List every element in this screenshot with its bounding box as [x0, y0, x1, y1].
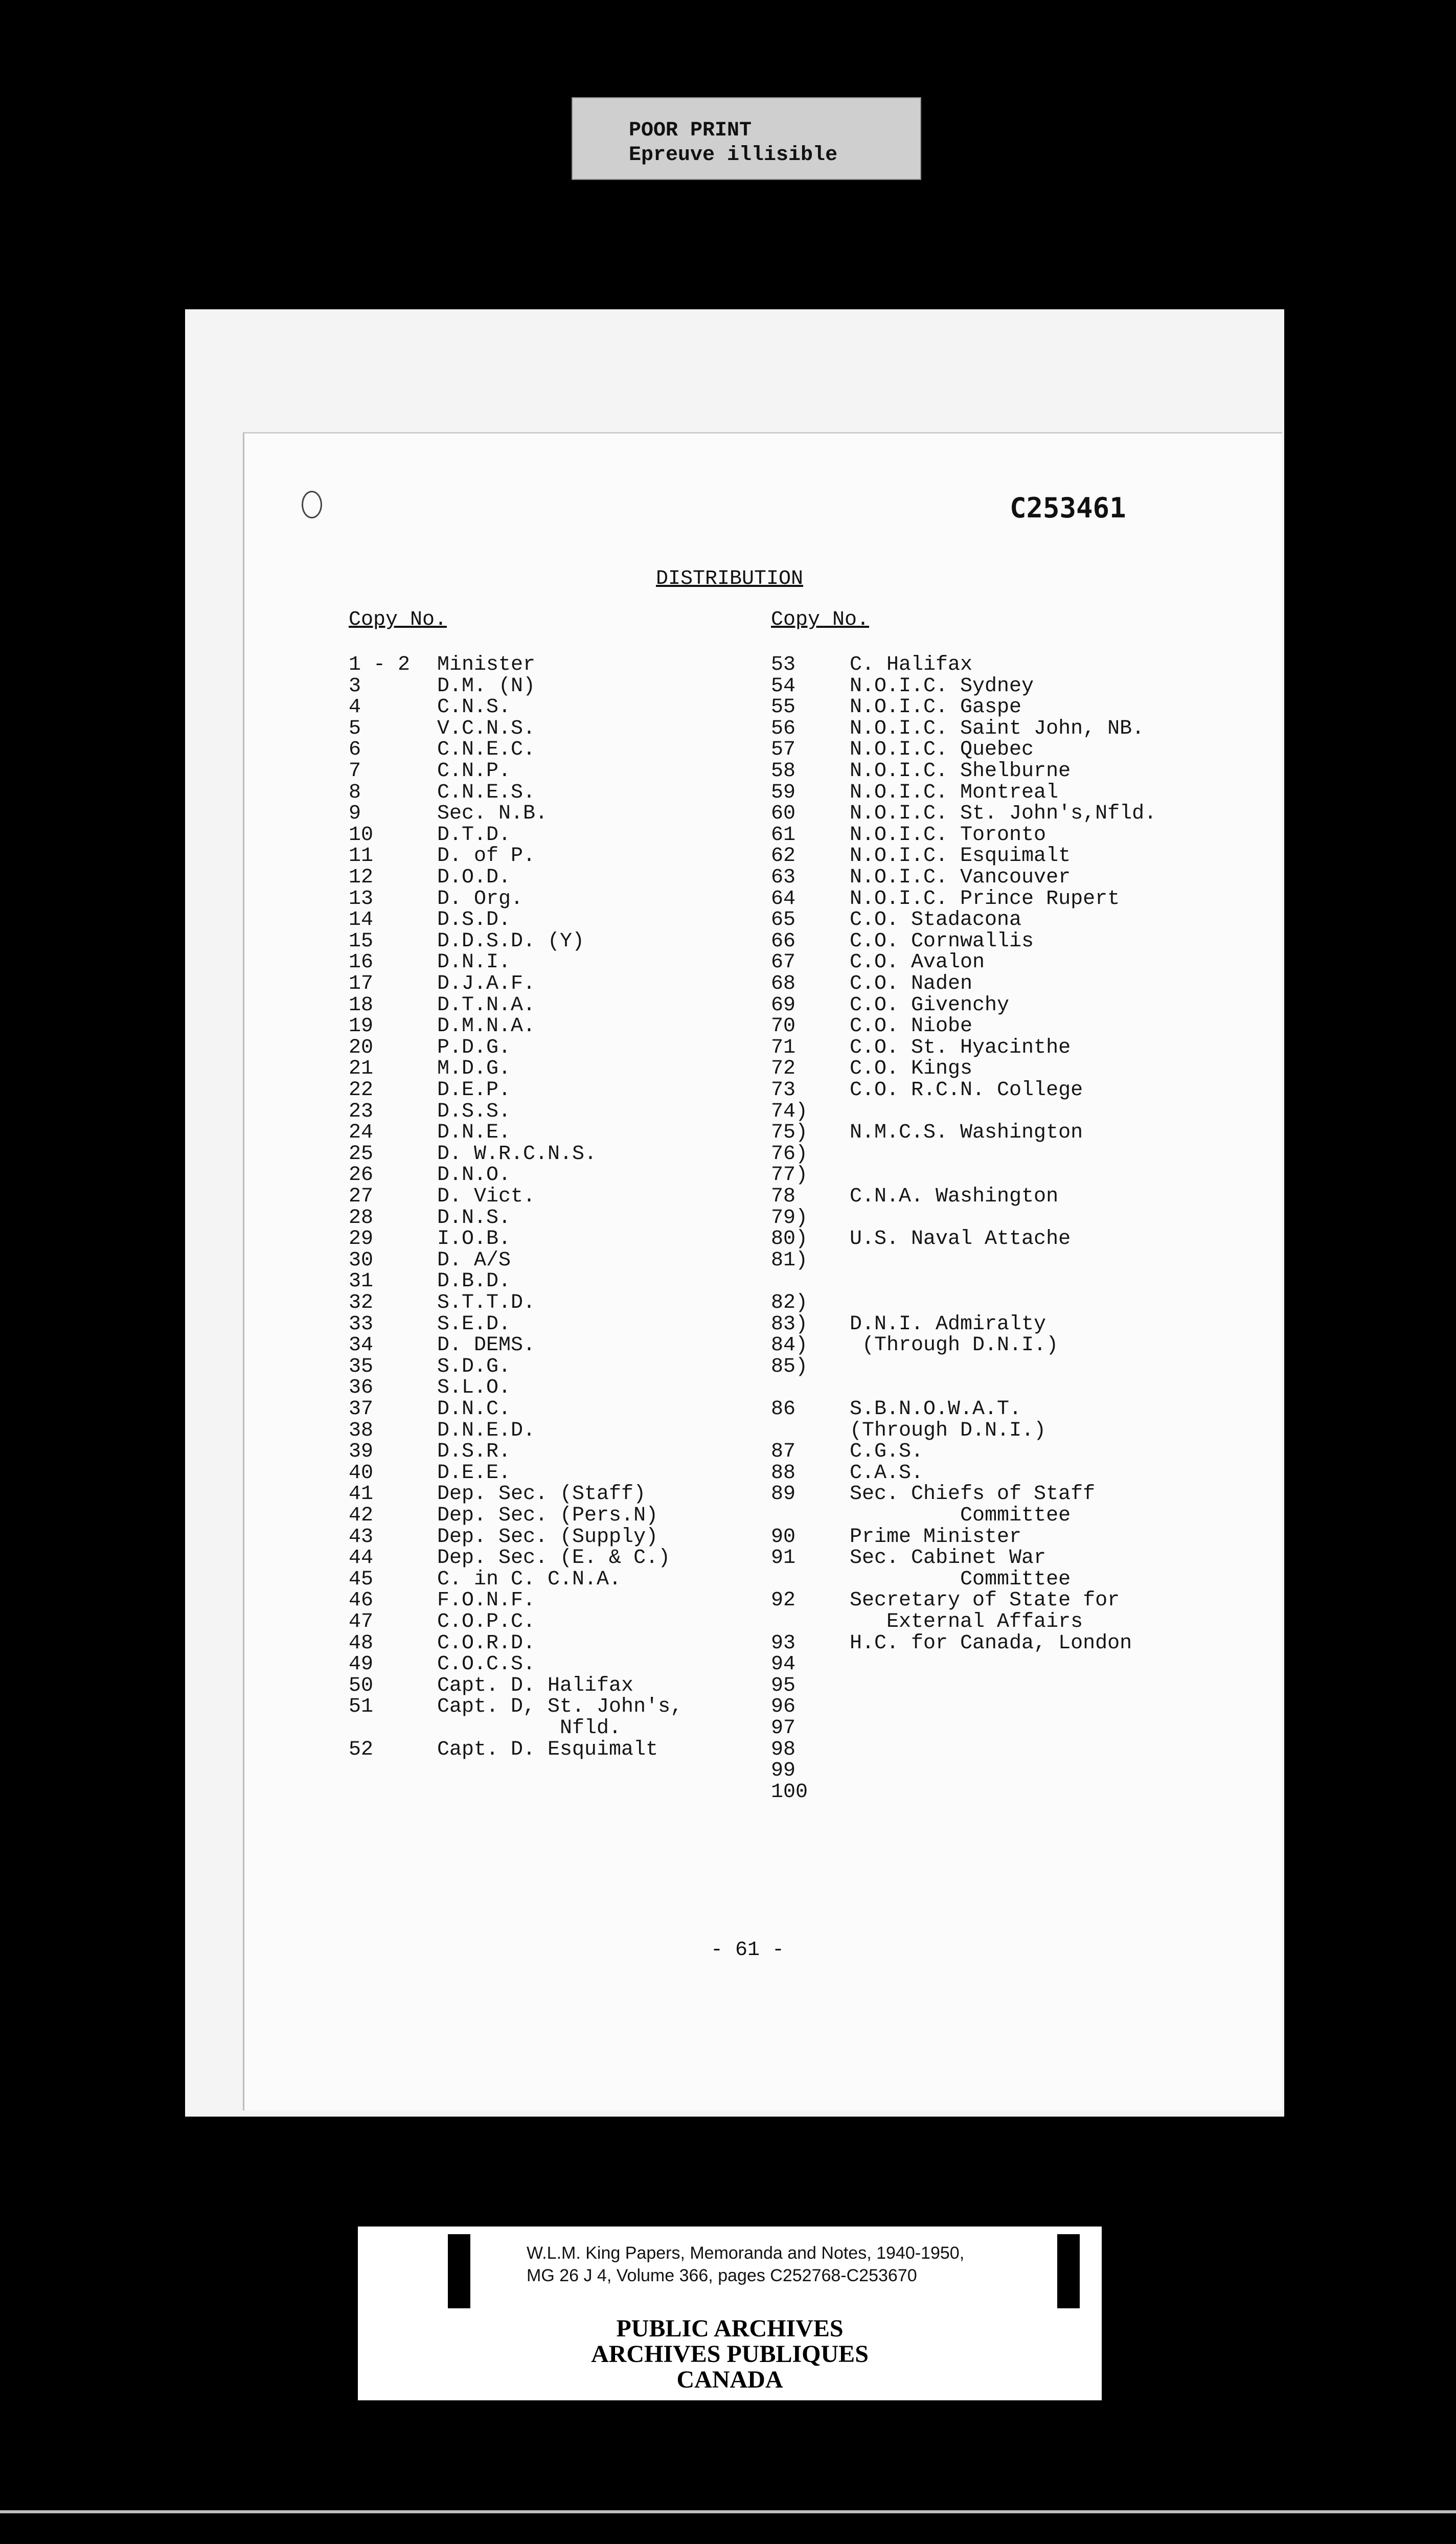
- recipient-name: M.D.G.: [437, 1057, 511, 1080]
- recipient-name: C. Halifax: [850, 653, 973, 676]
- recipient-name: C.G.S.: [850, 1440, 924, 1463]
- copy-number: 85): [771, 1355, 808, 1378]
- copy-number: 37: [349, 1398, 374, 1421]
- copy-number: 18: [349, 994, 374, 1017]
- page-number: - 61 -: [711, 1939, 785, 1962]
- copy-number: 83): [771, 1313, 808, 1336]
- archives-line-2: ARCHIVES PUBLIQUES: [591, 2341, 869, 2368]
- copy-number: 5: [349, 717, 361, 740]
- recipient-name: C.A.S.: [850, 1462, 924, 1485]
- recipient-name: S.B.N.O.W.A.T.: [850, 1398, 1022, 1421]
- copy-number: 66: [771, 930, 796, 953]
- copy-number: 16: [349, 951, 374, 974]
- recipient-name: D.N.E.: [437, 1121, 511, 1144]
- copy-number: 94: [771, 1653, 796, 1676]
- copy-number: 89: [771, 1483, 796, 1506]
- recipient-name: N.O.I.C. Vancouver: [850, 866, 1071, 889]
- copy-number: 13: [349, 888, 374, 911]
- copy-number: 38: [349, 1419, 374, 1442]
- recipient-name: S.D.G.: [437, 1355, 511, 1378]
- copy-number: 21: [349, 1057, 374, 1080]
- copy-number: 87: [771, 1440, 796, 1463]
- copy-number: 93: [771, 1632, 796, 1655]
- recipient-name: D. W.R.C.N.S.: [437, 1143, 597, 1166]
- recipient-name: N.O.I.C. Prince Rupert: [850, 888, 1120, 911]
- recipient-name: N.O.I.C. Gaspe: [850, 696, 1022, 719]
- copy-number: 61: [771, 824, 796, 847]
- copy-number: 72: [771, 1057, 796, 1080]
- copy-number: 56: [771, 717, 796, 740]
- recipient-name: C.O.C.S.: [437, 1653, 536, 1676]
- recipient-name: External Affairs: [850, 1610, 1083, 1633]
- copy-number: 35: [349, 1355, 374, 1378]
- copy-number: 96: [771, 1695, 796, 1718]
- copy-number: 74): [771, 1100, 808, 1123]
- copy-number: 80): [771, 1228, 808, 1251]
- recipient-name: Committee: [850, 1504, 1071, 1527]
- recipient-name: D.N.E.D.: [437, 1419, 536, 1442]
- recipient-name: N.O.I.C. Esquimalt: [850, 845, 1071, 868]
- recipient-name: N.O.I.C. Toronto: [850, 824, 1046, 847]
- recipient-name: D. Vict.: [437, 1185, 536, 1208]
- copy-number: 44: [349, 1547, 374, 1570]
- recipient-name: D.O.D.: [437, 866, 511, 889]
- copy-number: 98: [771, 1738, 796, 1761]
- copy-number: 28: [349, 1207, 374, 1230]
- recipient-name: C.N.A. Washington: [850, 1185, 1059, 1208]
- recipient-name: C.N.P.: [437, 760, 511, 783]
- copy-number: 82): [771, 1291, 808, 1314]
- recipient-name: C.O. Avalon: [850, 951, 985, 974]
- copy-number: 92: [771, 1589, 796, 1612]
- recipient-name: Minister: [437, 653, 536, 676]
- copy-number: 45: [349, 1568, 374, 1591]
- copy-number: 79): [771, 1207, 808, 1230]
- recipient-name: D.M.N.A.: [437, 1015, 536, 1038]
- copy-number: 12: [349, 866, 374, 889]
- copy-number: 68: [771, 972, 796, 995]
- copy-number: 29: [349, 1228, 374, 1251]
- copy-number: 9: [349, 802, 361, 825]
- copy-number: 46: [349, 1589, 374, 1612]
- copy-number: 70: [771, 1015, 796, 1038]
- recipient-name: D.N.I. Admiralty: [850, 1313, 1046, 1336]
- stamp-line-1: POOR PRINT: [629, 119, 752, 142]
- copy-number: 54: [771, 675, 796, 698]
- recipient-name: D.T.N.A.: [437, 994, 536, 1017]
- recipient-name: C.O. Kings: [850, 1057, 973, 1080]
- copy-number: 63: [771, 866, 796, 889]
- copy-number: 11: [349, 845, 374, 868]
- copy-number: 20: [349, 1036, 374, 1059]
- recipient-name: C.O. Naden: [850, 972, 973, 995]
- recipient-name: Dep. Sec. (E. & C.): [437, 1547, 671, 1570]
- copy-number: 75): [771, 1121, 808, 1144]
- copy-number: 57: [771, 738, 796, 761]
- recipient-name: C.O. Givenchy: [850, 994, 1010, 1017]
- copy-number: 41: [349, 1483, 374, 1506]
- recipient-name: C.O. St. Hyacinthe: [850, 1036, 1071, 1059]
- poor-print-stamp: [572, 97, 921, 180]
- recipient-name: N.O.I.C. Saint John, NB.: [850, 717, 1145, 740]
- copy-number: 64: [771, 888, 796, 911]
- recipient-name: Capt. D, St. John's,: [437, 1695, 683, 1718]
- recipient-name: Capt. D. Halifax: [437, 1674, 634, 1697]
- copy-number: 36: [349, 1376, 374, 1399]
- copy-number: 23: [349, 1100, 374, 1123]
- recipient-name: I.O.B.: [437, 1228, 511, 1251]
- copy-number: 67: [771, 951, 796, 974]
- copy-number: 55: [771, 696, 796, 719]
- recipient-name: C.O. Niobe: [850, 1015, 973, 1038]
- copy-number: 22: [349, 1079, 374, 1102]
- copy-number: 59: [771, 781, 796, 804]
- archives-name: [358, 2316, 1102, 2393]
- copy-number: 1 - 2: [349, 653, 411, 676]
- citation-line-2: MG 26 J 4, Volume 366, pages C252768-C253670: [527, 2266, 917, 2285]
- copy-number: 4: [349, 696, 361, 719]
- copy-number: 30: [349, 1249, 374, 1272]
- recipient-name: Secretary of State for: [850, 1589, 1120, 1612]
- copy-number: 7: [349, 760, 361, 783]
- recipient-name: C.O. R.C.N. College: [850, 1079, 1083, 1102]
- copy-number: 39: [349, 1440, 374, 1463]
- recipient-name: S.L.O.: [437, 1376, 511, 1399]
- copy-number: 58: [771, 760, 796, 783]
- copy-number: 49: [349, 1653, 374, 1676]
- copy-number: 84): [771, 1334, 808, 1357]
- copy-number: 88: [771, 1462, 796, 1485]
- archive-citation: [527, 2242, 964, 2287]
- recipient-name: N.O.I.C. St. John's,Nfld.: [850, 802, 1157, 825]
- copy-number: 43: [349, 1526, 374, 1549]
- copy-number: 19: [349, 1015, 374, 1038]
- copy-number: 8: [349, 781, 361, 804]
- recipient-name: N.O.I.C. Quebec: [850, 738, 1034, 761]
- archives-line-3: CANADA: [676, 2366, 783, 2393]
- recipient-name: Dep. Sec. (Pers.N): [437, 1504, 658, 1527]
- copy-number: 97: [771, 1717, 796, 1740]
- recipient-name: P.D.G.: [437, 1036, 511, 1059]
- recipient-name: C.N.E.C.: [437, 738, 536, 761]
- document-page: [243, 432, 1282, 2110]
- recipient-name: C.N.E.S.: [437, 781, 536, 804]
- recipient-name: C.O.R.D.: [437, 1632, 536, 1655]
- footer-bracket-right: [1057, 2234, 1080, 2308]
- recipient-name: N.O.I.C. Montreal: [850, 781, 1059, 804]
- archives-line-1: PUBLIC ARCHIVES: [616, 2315, 844, 2342]
- recipient-name: D.S.R.: [437, 1440, 511, 1463]
- recipient-name: N.O.I.C. Sydney: [850, 675, 1034, 698]
- copy-number: 14: [349, 908, 374, 932]
- copy-number: 99: [771, 1759, 796, 1782]
- copy-no-header-left: Copy No.: [349, 608, 447, 631]
- copy-number: 32: [349, 1291, 374, 1314]
- copy-number: 48: [349, 1632, 374, 1655]
- recipient-name: D.B.D.: [437, 1270, 511, 1293]
- copy-number: 51: [349, 1695, 374, 1718]
- recipient-name: D. of P.: [437, 845, 536, 868]
- copy-number: 15: [349, 930, 374, 953]
- recipient-name: D.T.D.: [437, 824, 511, 847]
- copy-number: 73: [771, 1079, 796, 1102]
- recipient-name: Capt. D. Esquimalt: [437, 1738, 658, 1761]
- film-edge-line: [0, 2510, 1456, 2513]
- copy-number: 86: [771, 1398, 796, 1421]
- recipient-name: D.N.C.: [437, 1398, 511, 1421]
- recipient-name: Nfld.: [437, 1717, 622, 1740]
- recipient-name: D.E.P.: [437, 1079, 511, 1102]
- copy-number: 17: [349, 972, 374, 995]
- recipient-name: D.N.O.: [437, 1164, 511, 1187]
- recipient-name: N.O.I.C. Shelburne: [850, 760, 1071, 783]
- copy-number: 81): [771, 1249, 808, 1272]
- distribution-title: DISTRIBUTION: [656, 567, 804, 590]
- recipient-name: S.T.T.D.: [437, 1291, 536, 1314]
- recipient-name: Prime Minister: [850, 1526, 1022, 1549]
- recipient-name: C. in C. C.N.A.: [437, 1568, 622, 1591]
- recipient-name: H.C. for Canada, London: [850, 1632, 1132, 1655]
- recipient-name: D. DEMS.: [437, 1334, 536, 1357]
- recipient-name: Dep. Sec. (Supply): [437, 1526, 658, 1549]
- recipient-name: Sec. Cabinet War: [850, 1547, 1046, 1570]
- recipient-name: D.M. (N): [437, 675, 536, 698]
- copy-number: 69: [771, 994, 796, 1017]
- recipient-name: D. Org.: [437, 888, 524, 911]
- copy-number: 34: [349, 1334, 374, 1357]
- stamp-line-2: Epreuve illisible: [629, 144, 838, 167]
- copy-number: 42: [349, 1504, 374, 1527]
- copy-number: 52: [349, 1738, 374, 1761]
- copy-number: 62: [771, 845, 796, 868]
- copy-number: 47: [349, 1610, 374, 1633]
- recipient-name: S.E.D.: [437, 1313, 511, 1336]
- recipient-name: Dep. Sec. (Staff): [437, 1483, 646, 1506]
- recipient-name: U.S. Naval Attache: [850, 1228, 1071, 1251]
- punch-hole-mark: [302, 491, 322, 518]
- copy-number: 53: [771, 653, 796, 676]
- copy-number: 50: [349, 1674, 374, 1697]
- copy-number: 91: [771, 1547, 796, 1570]
- citation-line-1: W.L.M. King Papers, Memoranda and Notes, 1940-1950,: [527, 2243, 965, 2263]
- recipient-name: C.O. Stadacona: [850, 908, 1022, 932]
- copy-number: 33: [349, 1313, 374, 1336]
- recipient-name: C.N.S.: [437, 696, 511, 719]
- recipient-name: D. A/S: [437, 1249, 511, 1272]
- recipient-name: Committee: [850, 1568, 1071, 1591]
- recipient-name: D.D.S.D. (Y): [437, 930, 585, 953]
- recipient-name: D.S.D.: [437, 908, 511, 932]
- copy-no-header-right: Copy No.: [771, 608, 870, 631]
- copy-number: 6: [349, 738, 361, 761]
- recipient-name: Sec. Chiefs of Staff: [850, 1483, 1096, 1506]
- copy-number: 95: [771, 1674, 796, 1697]
- recipient-name: D.N.I.: [437, 951, 511, 974]
- copy-number: 60: [771, 802, 796, 825]
- recipient-name: V.C.N.S.: [437, 717, 536, 740]
- recipient-name: F.O.N.F.: [437, 1589, 536, 1612]
- recipient-name: (Through D.N.I.): [850, 1419, 1046, 1442]
- copy-number: 25: [349, 1143, 374, 1166]
- copy-number: 40: [349, 1462, 374, 1485]
- copy-number: 100: [771, 1781, 808, 1804]
- copy-number: 27: [349, 1185, 374, 1208]
- copy-number: 78: [771, 1185, 796, 1208]
- recipient-name: (Through D.N.I.): [850, 1334, 1059, 1357]
- copy-number: 90: [771, 1526, 796, 1549]
- copy-number: 24: [349, 1121, 374, 1144]
- recipient-name: N.M.C.S. Washington: [850, 1121, 1083, 1144]
- recipient-name: Sec. N.B.: [437, 802, 548, 825]
- footer-bracket-left: [448, 2234, 470, 2308]
- copy-number: 10: [349, 824, 374, 847]
- copy-number: 3: [349, 675, 361, 698]
- copy-number: 77): [771, 1164, 808, 1187]
- recipient-name: C.O. Cornwallis: [850, 930, 1034, 953]
- copy-number: 71: [771, 1036, 796, 1059]
- copy-number: 65: [771, 908, 796, 932]
- document-number: C253461: [1010, 492, 1126, 524]
- copy-number: 26: [349, 1164, 374, 1187]
- recipient-name: C.O.P.C.: [437, 1610, 536, 1633]
- copy-number: 31: [349, 1270, 374, 1293]
- copy-number: 76): [771, 1143, 808, 1166]
- recipient-name: D.N.S.: [437, 1207, 511, 1230]
- recipient-name: D.E.E.: [437, 1462, 511, 1485]
- recipient-name: D.S.S.: [437, 1100, 511, 1123]
- recipient-name: D.J.A.F.: [437, 972, 536, 995]
